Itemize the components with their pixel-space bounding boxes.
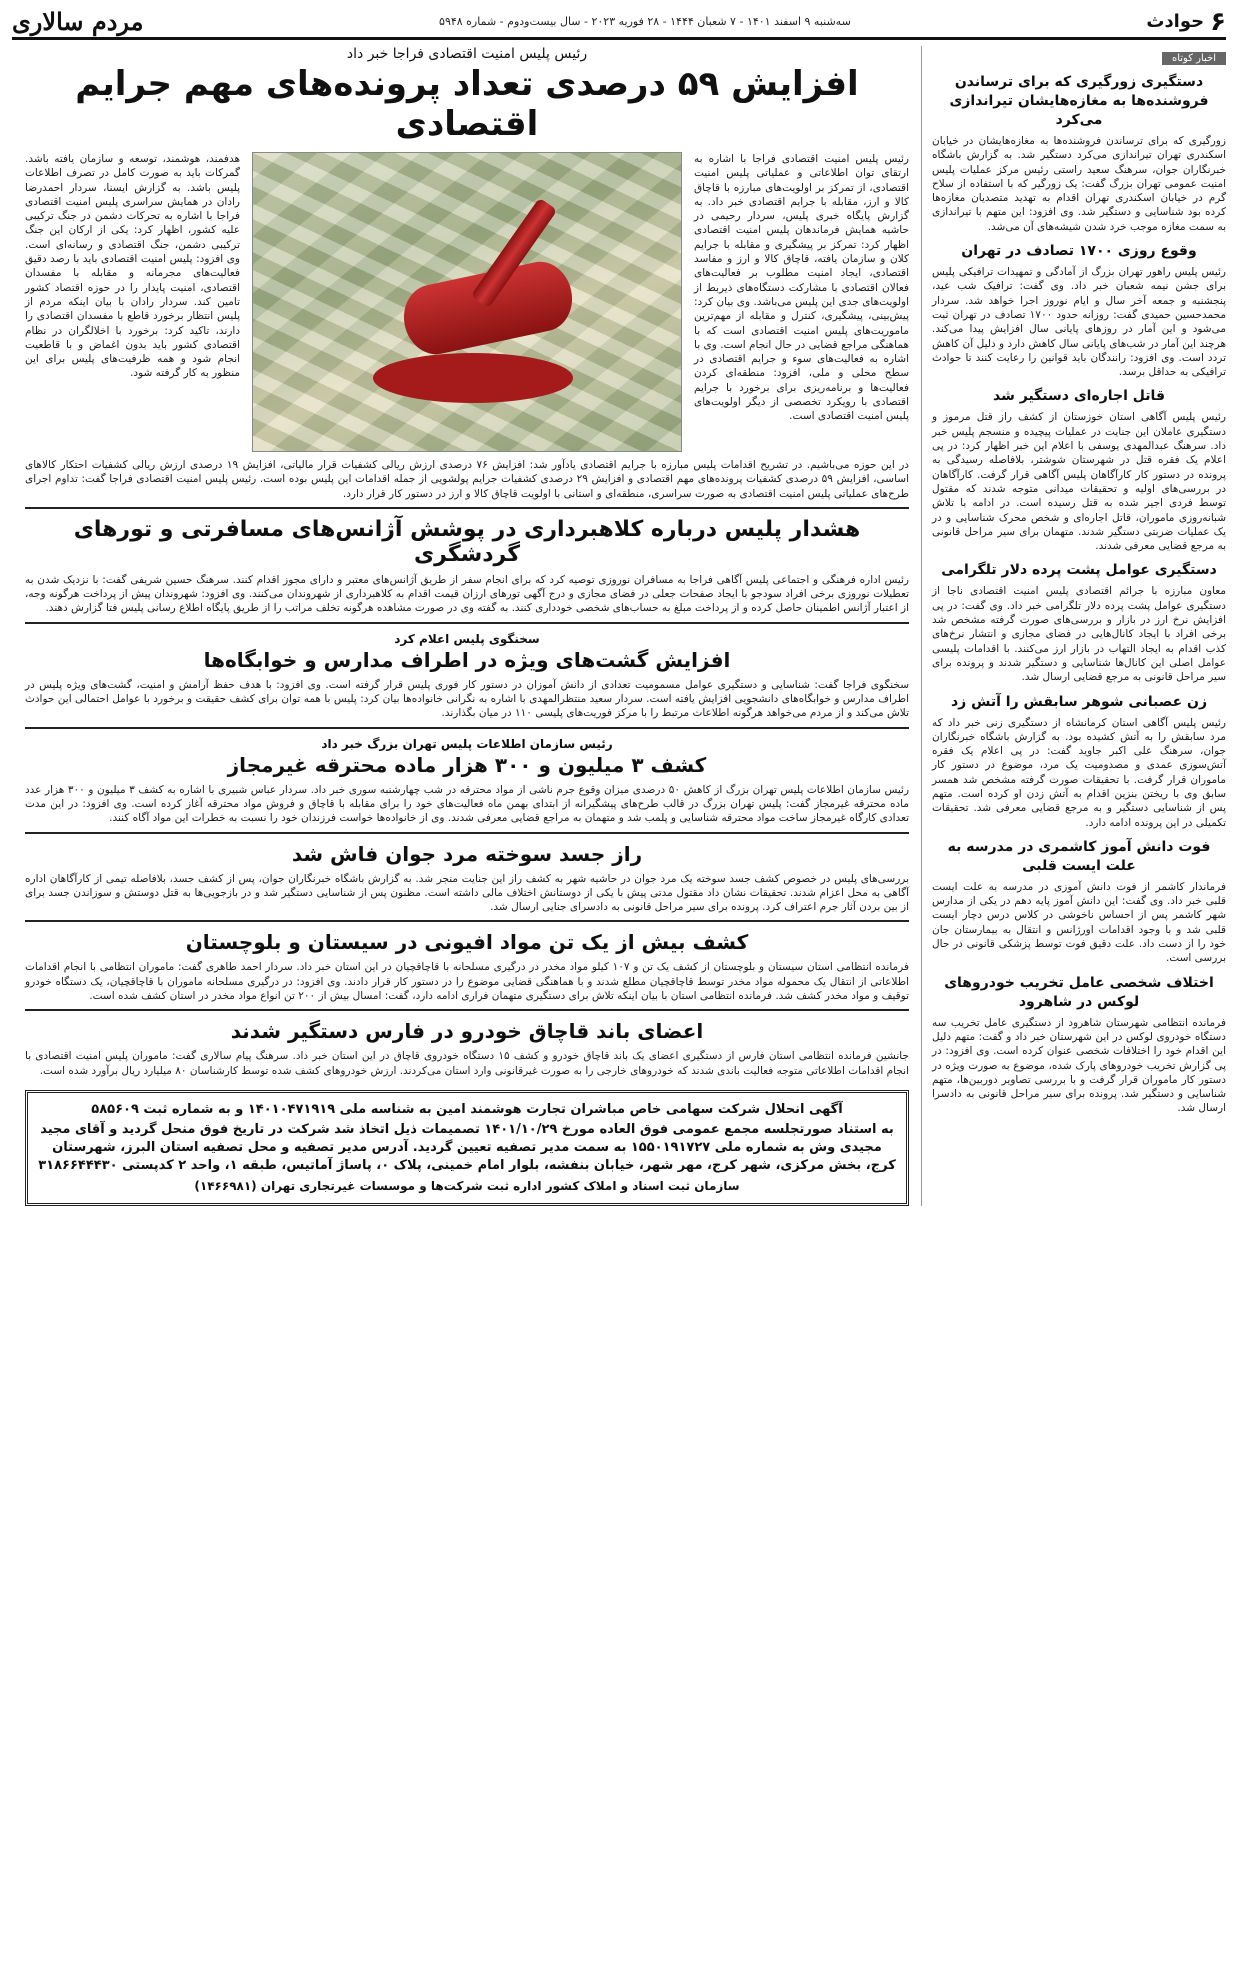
brief-item [932, 73, 1226, 234]
dissolution-notice-ad [25, 1090, 909, 1206]
smuggling-body: جانشین فرمانده انتظامی استان فارس از دستگیری اعضای یک باند قاچاق خودرو و کشف ۱۵ دستگاه خودروی قاچاق در این استان خبر داد. سرهنگ پیام سالاری گفت: ماموران پلیس امنیت اقتصادی با انجام اقدامات اطلاعاتی متوجه فعالیت باندی شدند که خودروهای خارجی را به صورت غیرقانونی وارد استان می‌کردند. ارزش خودروهای کشف شده توسط کارشناسان ۸۰ میلیارد ریال برآورد شده است. [25, 1050, 909, 1077]
burned-headline: راز جسد سوخته مرد جوان فاش شد [291, 841, 643, 866]
brief-item [932, 387, 1226, 553]
brief-item [932, 242, 1226, 379]
opium-body: فرمانده انتظامی استان سیستان و بلوچستان از کشف یک تن و ۱۰۷ کیلو مواد مخدر در درگیری مسلحانه با قاچاقچیان در این استان خبر داد. سردار احمد طاهری گفت: ماموران انتظامی با انجام اقدامات اطلاعاتی از انتقال یک محموله مواد مخدر توسط قاچاقچیان مطلع شدند و با هماهنگی قضایی موضوع را در دستور کار قرار دادند. وی افزود: در درگیری مسلحانه ماموران با قاچاقچیان، یک دستگاه خودرو توقیف و مواد مخدر کشف شد. فرمانده انتظامی استان با بیان اینکه تلاش برای دستگیری متهمان فراری ادامه دارد، گفت: امسال بیش از ۲۰۰ تن انواع مواد مخدر در استان کشف شده است. [25, 961, 909, 1003]
patrols-story [25, 632, 909, 729]
burned-body: بررسی‌های پلیس در خصوص کشف جسد سوخته یک مرد جوان در حاشیه شهر به کشف راز این جنایت منجر شد. به گزارش باشگاه خبرنگاران جوان، پس از کشف جسد، بلافاصله تیمی از کارآگاهان اداره آگاهی به محل اعزام شدند. تحقیقات نشان داد مقتول مدتی پیش با یکی از دوستانش اختلاف مالی داشته است. مظنون پس از شناسایی دستگیر شد و در بازجویی‌ها به قتل دوستش و سوزاندن جسد برای از بین بردن آثار جرم اعتراف کرد. پرونده برای سیر مراحل قانونی به دادسرای جنایی ارسال شد. [25, 872, 909, 914]
brief-title: زن عصبانی شوهر سابقش را آتش زد [950, 693, 1208, 710]
tourism-headline: هشدار پلیس درباره کلاهبرداری در پوشش آژانس‌های مسافرتی و تورهای گردشگری [73, 516, 861, 567]
burned-body-story [25, 842, 909, 923]
section-title: حوادث [1146, 11, 1205, 32]
lead-column-3: هدفمند، هوشمند، توسعه و سازمان یافته باشد. گمرکات باید به صورت کامل در تصرف اطلاعات پلیس باشد. به گزارش ایسنا، سردار احمدرضا رادان در همایش سراسری پلیس امنیت اقتصادی فراجا با اشاره به تحرکات دشمن در جنگ ترکیبی علیه کشور، اظهار کرد: یکی از ارکان این جنگ ترکیبی دشمن، جنگ اقتصادی و رسانه‌ای است. وی افزود: پلیس امنیت اقتصادی باید با رصد دقیق فعالیت‌های مجرمانه و مقابله با مفسدان اقتصادی، امنیت پایدار را در حوزه اقتصاد کشور تامین کند. سردار رادان با بیان اینکه مردم از پلیس انتظار برخورد قاطع با مفسدان اقتصادی را دارند، تاکید کرد: برخورد با اخلالگران در نظام اقتصادی کشور باید بدون اغماض و با قاطعیت انجام شود و همه ظرفیت‌های پلیس برای این منظور به کار گرفته شود. [25, 153, 240, 380]
patrols-headline: افزایش گشت‌های ویژه در اطراف مدارس و خوابگاه‌ها [203, 647, 731, 672]
brief-body: رئیس پلیس آگاهی استان کرمانشاه از دستگیری زنی خبر داد که مرد سابقش را به آتش کشیده بود. به گزارش باشگاه خبرنگاران جوان، سرهنگ علی اکبر جاوید گفت: در پی اعلام یک فقره آتش‌سوزی عمدی و مصدومیت یک مرد، موضوع در دستور کار ماموران قرار گرفت. با تحقیقات صورت گرفته مشخص شد همسر سابق وی با ریختن بنزین اقدام به آتش زدن او کرده است. متهم پس از شناسایی دستگیر و به مرجع قضایی معرفی شد. تحقیقات تکمیلی در این پرونده ادامه دارد. [932, 716, 1226, 829]
ad-body: به استناد صورتجلسه مجمع عمومی فوق العاده مورخ ۱۴۰۱/۱۰/۲۹ تصمیمات ذیل اتخاذ شد شرکت در تاریخ فوق منحل گردید و آقای مجید مجیدی وش به شماره ملی ۱۵۵۰۱۹۱۷۲۷ به سمت مدیر تصفیه تعیین گردید. آدرس مدیر تصفیه و محل تصفیه استان البرز، شهرستان کرج، بخش مرکزی، شهر کرج، مهر شهر، خیابان بنفشه، بلوار امام خمینی، پلاک ۰، پاساژ آماتیس، طبقه ۱، واحد ۲ کدپستی ۳۱۸۶۶۴۴۴۳۰ [38, 1121, 896, 1173]
gavel-money-photo [252, 152, 682, 452]
dateline: سه‌شنبه ۹ اسفند ۱۴۰۱ - ۷ شعبان ۱۴۴۴ - ۲۸ فوریه ۲۰۲۳ - سال بیست‌ودوم - شماره ۵۹۴۸ [439, 15, 851, 28]
opium-story [25, 930, 909, 1011]
page-columns [12, 46, 1226, 1206]
fireworks-body: رئیس سازمان اطلاعات پلیس تهران بزرگ از کاهش ۵۰ درصدی میزان وقوع جرم ناشی از مواد محترقه در شب چهارشنبه سوری خبر داد. سردار عباس شبیری با اشاره به کشف ۳ میلیون و ۳۰۰ هزار عدد ماده محترقه غیرمجاز گفت: پلیس تهران بزرگ در قالب طرح‌های پیشگیرانه از ابتدای بهمن ماه فعالیت‌های خود را برای مقابله با قاچاق و فروش مواد محترقه آغاز کرده است. وی افزود: در این مدت تعدادی کارگاه غیرمجاز ساخت مواد محترقه شناسایی و پلمب شد و متهمان به مراجع قضایی معرفی شدند. وی از خانواده‌ها خواست فرزندان خود را نسبت به خطرات این مواد آگاه کنند. [25, 783, 910, 825]
gavel-base [373, 353, 573, 403]
ad-title: آگهی انحلال شرکت سهامی خاص مباشران تجارت هوشمند امین به شناسه ملی ۱۴۰۱۰۴۷۱۹۱۹ و به شماره ثبت ۵۸۵۶۰۹ [91, 1101, 843, 1117]
brief-item [932, 838, 1226, 966]
fireworks-story [25, 737, 909, 834]
fireworks-headline: کشف ۳ میلیون و ۳۰۰ هزار ماده محترقه غیرمجاز [227, 752, 707, 777]
lead-body [25, 152, 909, 452]
tourism-story [25, 517, 909, 624]
brief-body: رئیس پلیس آگاهی استان خوزستان از کشف راز قتل مرموز و دستگیری عاملان این جنایت در عملیات پیچیده و منسجم پلیس خبر داد. سرهنگ عبدالمهدی یوسفی با اعلام این خبر اظهار کرد: در پی اعلام یک فقره قتل در شهرستان شوشتر، بلافاصله رسیدگی به پرونده در دستور کار کارآگاهان پلیس آگاهی قرار گرفت. کارآگاهان در بررسی‌های اولیه و تحقیقات میدانی متوجه شدند که مقتول توسط فردی اجیر شده به قتل رسیده است. در ادامه با تلاش شبانه‌روزی ماموران، قاتل اجاره‌ای و شخص محرک شناسایی و در یک عملیات ضربتی دستگیر شدند. متهمان برای سیر مراحل قانونی به مرجع قضایی معرفی شدند. [932, 411, 1226, 553]
masthead [12, 6, 1226, 40]
brief-title: اختلاف شخصی عامل تخریب خودروهای لوکس در شاهرود [944, 974, 1214, 1010]
lead-story [25, 46, 909, 509]
lead-column-2: در این حوزه می‌باشیم. در تشریح اقدامات پلیس مبارزه با جرایم اقتصادی یادآور شد: افزایش ۷۶ درصدی ارزش ریالی کشفیات قرار مالیاتی، افزایش ۱۹ درصدی ارزش ریالی کشفیات احتکار کالاهای اساسی، افزایش ۵۹ درصدی کشفیات پرونده‌های مهم اقتصادی و افزایش ۲۹ درصدی کشفیات جرایم پولشویی از جمله اقدامات این پلیس بوده است. رئیس پلیس امنیت اقتصادی فراجا گفت: تداوم اجرای طرح‌های عملیاتی پلیس امنیت اقتصادی به صورت سراسری، منطقه‌ای و استانی با اولویت قاچاق کالا و ارز در دستور کار قرار دارد. [25, 459, 910, 500]
brief-item [932, 693, 1226, 830]
news-briefs-sidebar [921, 46, 1226, 1206]
brief-body: زورگیری که برای ترساندن فروشنده‌ها به مغازه‌هایشان در خیابان اسکندری تهران تیراندازی می‌کرد دستگیر شد. به گزارش باشگاه خبرنگاران جوان، سرهنگ سعید راستی رئیس مرکز عملیات پلیس امنیت عمومی تهران بزرگ گفت: یک زورگیر که با استفاده از سلاح گرم در خیابان اسکندری تهران اقدام به تهدید متصدیان مغازه‌ها کرده بود شناسایی و دستگیر شد. وی افزود: این متهم با تیراندازی به سمت مغازه موجب خرد شدن شیشه‌های آن می‌شد. [932, 135, 1226, 233]
section-header [1146, 7, 1226, 37]
brief-body: معاون مبارزه با جرائم اقتصادی پلیس امنیت اقتصادی ناجا از دستگیری عوامل پشت پرده دلار تلگرامی خبر داد. وی گفت: در پی افزایش نرخ ارز در بازار و بررسی‌های صورت گرفته مشخص شد برخی افراد با ایجاد کانال‌هایی در فضای مجازی و انتشار نرخ‌های کذب اقدام به ایجاد التهاب در بازار ارز می‌کنند. با اقدامات پلیسی عوامل اصلی این کانال‌ها شناسایی و دستگیر شدند و پرونده برای سیر مراحل قانونی به مرجع قضایی ارسال شد. [932, 585, 1226, 684]
page-number: ۶ [1210, 6, 1226, 37]
brief-title: وقوع روزی ۱۷۰۰ تصادف در تهران [961, 243, 1197, 260]
newspaper-logo: مردم سالاری [12, 7, 144, 36]
brief-title: دستگیری عوامل پشت پرده دلار تلگرامی [941, 562, 1217, 579]
lead-kicker: رئیس پلیس امنیت اقتصادی فراجا خبر داد [346, 46, 588, 62]
sidebar-tag: اخبار کوتاه [1162, 52, 1226, 65]
brief-title: فوت دانش آموز کاشمری در مدرسه به علت ایست قلبی [947, 838, 1211, 874]
opium-headline: کشف بیش از یک تن مواد افیونی در سیستان و بلوچستان [185, 930, 749, 955]
brief-body: فرمانده انتظامی شهرستان شاهرود از دستگیری عامل تخریب سه دستگاه خودروی لوکس در این شهرستان خبر داد و گفت: متهم دلیل این اقدام خود را اختلافات شخصی عنوان کرده است. وی افزود: در پی گزارش تخریب خودروهای پارک شده، موضوع به صورت ویژه در دستور کار ماموران قرار گرفت و با بررسی تصاویر دوربین‌ها، متهم شناسایی و دستگیر شد. پرونده برای سیر مراحل قانونی به دادسرا ارسال شد. [932, 1016, 1226, 1115]
brief-title: دستگیری زورگیری که برای ترساندن فروشنده‌ها به مغازه‌هایشان تیراندازی می‌کرد [949, 74, 1209, 128]
smuggling-headline: اعضای باند قاچاق خودرو در فارس دستگیر شدند [230, 1019, 704, 1044]
fireworks-kicker: رئیس سازمان اطلاعات پلیس تهران بزرگ خبر داد [321, 736, 613, 751]
brief-item [932, 974, 1226, 1116]
brief-body: فرماندار کاشمر از فوت دانش آموزی در مدرسه به علت ایست قلبی خبر داد. وی گفت: این دانش آموز پایه دهم در یکی از مدارس شهر کاشمر پس از احساس ناخوشی در کلاس درس دچار ایست قلبی شد و با وجود اقدامات اورژانس و انتقال به بیمارستان جان خود را از دست داد. علت دقیق فوت توسط پزشکی قانونی در حال بررسی است. [932, 880, 1226, 965]
tourism-body: رئیس اداره فرهنگی و اجتماعی پلیس آگاهی فراجا به مسافران نوروزی توصیه کرد که برای انجام سفر از طریق آژانس‌های معتبر و دارای مجوز اقدام کنند. سرهنگ حسین شریفی گفت: با نزدیک شدن به تعطیلات نوروزی برخی افراد سودجو با ایجاد صفحات جعلی در فضای مجازی و درج آگهی تورهای ارزان قیمت اقدام به کلاهبرداری از شهروندان می‌کنند. وی افزود: شهروندان پیش از پرداخت هرگونه وجه، از اعتبار آژانس اطمینان حاصل کرده و از پرداخت مبلغ به حساب‌های شخصی خودداری کنند. به گفته وی در صورت مشاهده هرگونه تخلف مراتب را از طریق پایگاه اطلاع رسانی پلیس فتا گزارش دهند. [25, 573, 909, 615]
car-smuggling-story [25, 1019, 909, 1084]
main-articles [25, 46, 921, 1206]
patrols-body: سخنگوی فراجا گفت: شناسایی و دستگیری عوامل مسمومیت تعدادی از دانش آموزان در دستور کار فوری پلیس قرار گرفته است. وی افزود: با هدف حفظ آرامش و امنیت، گشت‌های ویژه پلیس در اطراف مدارس و خوابگاه‌های دانشجویی افزایش یافته است. سردار سعید منتظرالمهدی با اشاره به نگرانی خانواده‌ها بیان کرد: پلیس با همه توان برای کشف حقیقت و برخورد با عوامل احتمالی این حوادث تلاش می‌کند و از مردم می‌خواهد هرگونه اطلاعات مرتبط را با مرکز فوریت‌های پلیسی ۱۱۰ در میان بگذارند. [25, 678, 909, 720]
patrols-kicker: سخنگوی پلیس اعلام کرد [394, 631, 540, 646]
brief-item [932, 561, 1226, 684]
lead-column-1: رئیس پلیس امنیت اقتصادی فراجا با اشاره به ارتقای توان اطلاعاتی و عملیاتی پلیس امنیت اقتصادی، از تمرکز بر اولویت‌های مبارزه با قاچاق کالا و ارز، مقابله با جرایم اقتصادی خبر داد. به گزارش پایگاه خبری پلیس، سردار رحیمی در حاشیه همایش فرماندهان پلیس امنیت اقتصادی اظهار کرد: تمرکز بر پیشگیری و مقابله با جرایم کلان و سازمان یافته، قاچاق کالا و ارز و مفاسد اقتصادی، ایجاد امنیت مطلوب بر فعالیت‌های فعالان اقتصادی با مشارکت دستگاه‌های ذیربط از اولویت‌های جدی این پلیس می‌باشد. وی بیان کرد: پیش‌بینی، پیشگیری، کنترل و مقابله از مهم‌ترین ماموریت‌های پلیس امنیت اقتصادی است که با هماهنگی مراجع قضایی در حال انجام است. وی با اشاره به فعالیت‌های سوء و جرایم اقتصادی در سطح محلی و ملی، افزود: منطقه‌ای کردن فعالیت‌ها و برنامه‌ریزی برای برخورد با جرایم اقتصادی با رویکرد تخصصی از دیگر اولویت‌های پلیس امنیت اقتصادی است. [694, 153, 909, 423]
lead-headline: افزایش ۵۹ درصدی تعداد پرونده‌های مهم جرایم اقتصادی [75, 64, 859, 144]
brief-title: قاتل اجاره‌ای دستگیر شد [993, 388, 1165, 405]
brief-body: رئیس پلیس راهور تهران بزرگ از آمادگی و تمهیدات ترافیکی پلیس برای جشن نیمه شعبان خبر داد. وی گفت: ترافیک شب عید، پنجشنبه و جمعه آخر سال و ایام نوروز اجرا خواهد شد. سردار محمدحسین حمیدی گفت: روزانه حدود ۱۷۰۰ تصادف در تهران ثبت می‌شود و این آمار در روزهای پایانی سال افزایش پیدا می‌کند. هرچند این آمار در شب‌های پایانی سال کاهش دارد و دلیل آن کاهش تردد است. وی افزود: رانندگان باید قوانین را رعایت کنند تا حوادث ترافیکی به حداقل برسد. [932, 266, 1226, 379]
ad-footer: سازمان ثبت اسناد و املاک کشور اداره ثبت شرکت‌ها و موسسات غیرتجاری تهران (۱۴۶۶۹۸۱) [194, 1178, 740, 1193]
